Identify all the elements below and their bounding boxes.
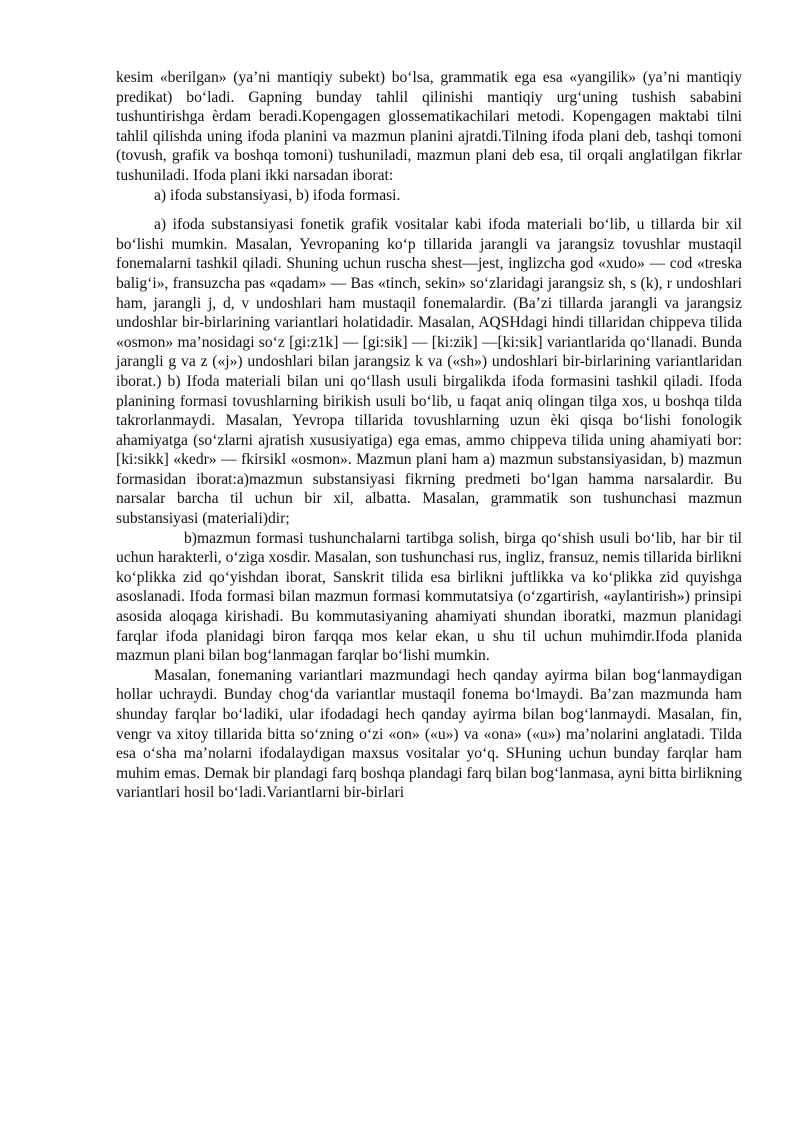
paragraph-4: b)mazmun formasi tushunchalarni tartibga solish, birga qo‘shish usuli bo‘lib, har bir til uchun harakterli, o‘ziga xosdir. Masalan, son tushunchasi rus, ingliz, fransuz, nemis tillarida birlikni ko‘plikka zid qo‘yishdan iborat, Sanskrit tilida esa birlikni juftlikka va ko‘plikka zid quyishga asoslanadi. Ifoda formasi bilan mazmun formasi kommutatsiya (o‘zgartirish, «aylantirish») prinsipi asosida aloqaga kirishadi. Bu kommutasiyaning ahamiyati shundan iboratki, mazmun planidagi farqlar ifoda planidagi biron farqqa mos kelar ekan, u shu til uchun muhimdir.Ifoda planida mazmun plani bilan bog‘lanmagan farqlar bo‘lishi mumkin. [116, 529, 742, 665]
paragraph-1: kesim «berilgan» (ya’ni mantiqiy subekt) bo‘lsa, grammatik ega esa «yangilik» (ya’ni mantiqiy predikat) bo‘ladi. Gapning bunday tahlil qilinishi mantiqiy urg‘uning tushish sababini tushuntirishga ѐrdam beradi.Kopengagen glossematikachilari metodi. Kopengagen maktabi tilni tahlil qilishda uning ifoda planini va mazmun planini ajratdi.Tilning ifoda plani deb, tashqi tomoni (tovush, grafik va boshqa tomoni) tushuniladi, mazmun plani deb esa, til orqali anglatilgan fikrlar tushuniladi. Ifoda plani ikki narsadan iborat: [116, 69, 742, 184]
document-page [116, 68, 742, 803]
paragraph-2: a) ifoda substansiyasi, b) ifoda formasi. [154, 186, 401, 204]
paragraph-5: Masalan, fonemaning variantlari mazmundagi hech qanday ayirma bilan bog‘lanmaydigan hollar uchraydi. Bunday chog‘da variantlar mustaqil fonema bo‘lmaydi. Ba’zan mazmunda ham shunday farqlar bo‘ladiki, ular ifodadagi hech qanday ayirma bilan bog‘lanmaydi. Masalan, fin, vengr va xitoy tillarida bitta so‘zning o‘zi «on» («u») va «ona» («u») ma’nolarini anglatadi. Tilda esa o‘sha ma’nolarni ifodalaydigan maxsus vositalar yo‘q. SHuning uchun bunday farqlar ham muhim emas. Demak bir plandagi farq boshqa plandagi farq bilan bog‘lanmasa, ayni bitta birlikning variantlari hosil bo‘ladi.Variantlarni bir-birlari [116, 666, 742, 802]
paragraph-3: a) ifoda substansiyasi fonetik grafik vositalar kabi ifoda materiali bo‘lib, u tillarda bir xil bo‘lishi mumkin. Masalan, Yevropaning ko‘p tillarida jarangli va jarangsiz tovushlar mustaqil fonemalarni tashkil qiladi. Shuning uchun ruscha shest—jest, inglizcha god «xudo» — cod «treska balig‘i», fransuzcha pas «qadam» — Bas «tinch, sekin» so‘zlaridagi jarangsiz sh, s (k), r undoshlari ham, jarangli j, d, v undoshlari ham mustaqil fonemalardir. (Ba’zi tillarda jarangli va jarangsiz undoshlar bir-birlarining variantlari holatidadir. Masalan, AQSHdagi hindi tillaridan chippeva tilida «osmon» ma’nosidagi so‘z [gi:z1k] — [gi:sik] — [ki:zik] —[ki:sik] variantlarida qo‘llanadi. Bunda jarangli g va z («j») undoshlari bilan jarangsiz k va («sh») undoshlari bir-birlarining variantlaridan iborat.) b) Ifoda materiali bilan uni qo‘llash usuli birgalikda ifoda formasini tashkil qiladi. Ifoda planining formasi tovushlarning birikish usuli bo‘lib, u faqat aniq olingan tilga xos, u boshqa tilda takrorlanmaydi. Masalan, Yevropa tillarida tovushlarning uzun ѐki qisqa bo‘lishi fonologik ahamiyatga (so‘zlarni ajratish xususiyatiga) ega emas, ammo chippeva tilida uning ahamiyati bor: [ki:sikk] «kedr» — fkirsikl «osmon». Mazmun plani ham a) mazmun substansiyasidan, b) mazmun formasidan iborat:a)mazmun substansiyasi fikrning predmeti bo‘lgan hamma narsalardir. Bu narsalar barcha til uchun bir xil, albatta. Masalan, grammatik son tushunchasi mazmun substansiyasi (materiali)dir; [116, 216, 742, 528]
